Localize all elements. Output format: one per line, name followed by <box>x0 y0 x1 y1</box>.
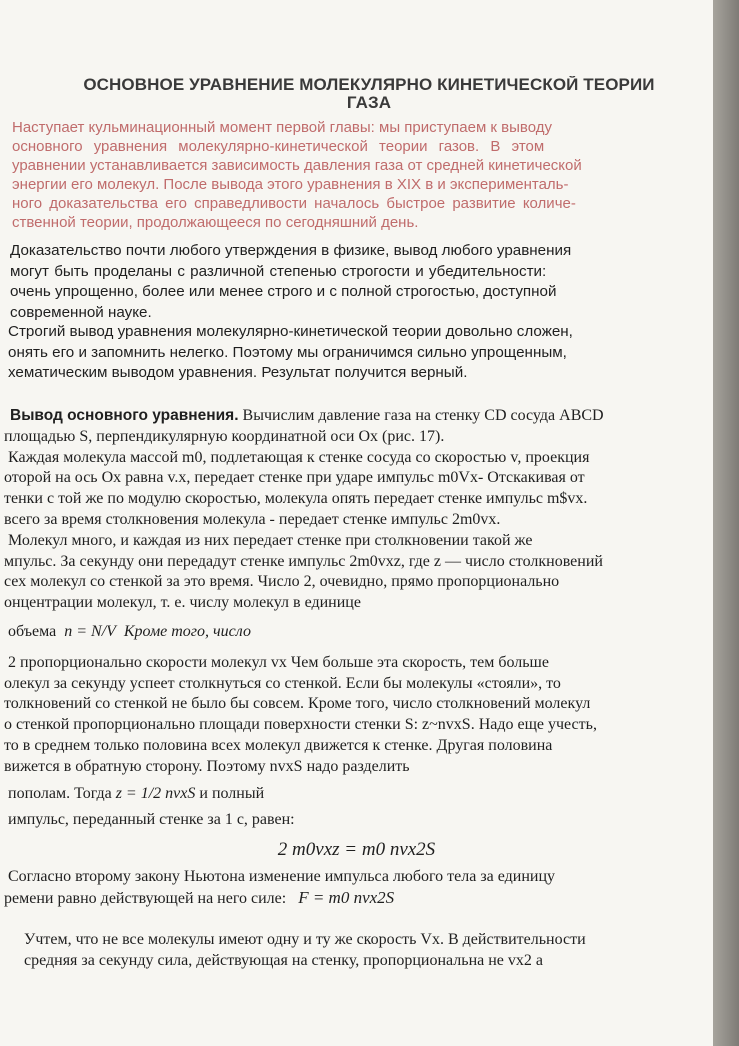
page-edge-shadow <box>713 0 739 1046</box>
text-span: пополам. Тогда <box>8 784 112 802</box>
text-line: онять его и запомнить нелегко. Поэтому мы ограничимся сильно упрощенным, <box>8 343 567 361</box>
formula-n: n = N/V <box>64 622 116 640</box>
text-line <box>4 406 709 427</box>
page-title <box>30 76 708 112</box>
text-span: Кроме того, число <box>123 622 251 640</box>
text-line: мпульс. За секунду они передадут стенке импульс 2m0vxz, где z — число столкновений <box>4 552 603 570</box>
text-line: Учтем, что не все молекулы имеют одну и ту же скорость Vx. В действительности <box>24 930 586 948</box>
paragraph-strict <box>8 322 633 384</box>
text-line: вижется в обратную сторону. Поэтому nvxS надо разделить <box>4 757 410 775</box>
text-line: могут быть проделаны с различной степенью строгости и убедительности: <box>10 262 547 280</box>
text-line: всего за время столкновения молекула - передает стенке импульс 2m0vx. <box>4 510 501 528</box>
title-line-2: ГАЗА <box>346 94 392 112</box>
text-line <box>4 888 709 910</box>
intro-line: основного уравнения молекулярно-кинетической теории газов. В этом <box>12 138 545 155</box>
text-line: очень упрощенно, более или менее строго и с полной строгостью, доступной <box>10 283 557 300</box>
title-line-1: ОСНОВНОЕ УРАВНЕНИЕ МОЛЕКУЛЯРНО КИНЕТИЧЕСКОЙ ТЕОРИИ <box>83 76 655 94</box>
text-line: тенки с той же по модулю скоростью, молекула опять передает стенке импульс m$vx. <box>4 490 588 508</box>
text-line: олекул за секунду успеет столкнуться со стенкой. Если бы молекулы «стояли», то <box>4 674 561 692</box>
formula-force: F = m0 nvx2S <box>298 887 395 907</box>
text-line: современной науке. <box>10 303 152 321</box>
text-span: ремени равно действующей на него силе: <box>4 889 287 907</box>
text-line: площадью S, перпендикулярную координатной оси Ох (рис. 17). <box>4 427 445 445</box>
intro-line: ственной теории, продолжающееся по сегодняшний день. <box>12 214 419 231</box>
text-line: Доказательство почти любого утверждения в физике, вывод любого уравнения <box>10 242 572 259</box>
text-line: Каждая молекула массой m0, подлетающая к стенке сосуда со скоростью v, проекция <box>8 448 590 466</box>
text-line <box>4 622 709 643</box>
intro-paragraph <box>12 118 632 232</box>
section-heading: Вывод основного уравнения. <box>10 407 239 424</box>
intro-line: ного доказательства его справедливости началось быстрое развитие количе- <box>12 195 576 212</box>
text-span: Вычислим давление газа на стенку CD сосуда ABCD <box>238 407 604 424</box>
text-line: хематическим выводом уравнения. Результат получится верный. <box>8 364 468 381</box>
text-span: и полный <box>199 784 265 802</box>
text-line: 2 пропорционально скорости молекул vx Чем больше эта скорость, тем больше <box>8 653 549 671</box>
text-line: толкновений со стенкой не было бы совсем. Кроме того, число столкновений молекул <box>4 695 591 713</box>
text-line: онцентрации молекул, т. е. числу молекул в единице <box>4 594 361 612</box>
text-line: Согласно второму закону Ньютона изменение импульса любого тела за единицу <box>8 868 556 886</box>
text-line: Молекул много, и каждая из них передает стенке при столкновении такой же <box>8 531 533 549</box>
text-line: сех молекул со стенкой за это время. Число 2, очевидно, прямо пропорционально <box>4 573 560 591</box>
text-line <box>4 784 709 805</box>
intro-line: Наступает кульминационный момент первой главы: мы приступаем к выводу <box>12 119 552 136</box>
paragraph-proofs <box>10 241 635 323</box>
formula-z: z = 1/2 nvxS <box>115 784 196 802</box>
text-line: то в среднем только половина всех молекул движется к стенке. Другая половина <box>4 736 553 754</box>
text-line: о стенкой пропорционально площади поверхности стенки S: z~nvxS. Надо еще учесть, <box>4 716 597 734</box>
text-line: средняя за секунду сила, действующая на стенку, пропорциональна не vx2 а <box>24 951 544 969</box>
text-span: объема <box>8 622 57 640</box>
derivation-section <box>4 406 709 971</box>
text-line: оторой на ось Ох равна v.x, передает стенке при ударе импульс m0Vx- Отскакивая от <box>4 469 585 487</box>
intro-line: энергии его молекул. После вывода этого уравнения в XIX в и эксперименталь- <box>12 176 569 193</box>
text-line: импульс, переданный стенке за 1 с, равен: <box>8 811 295 829</box>
intro-line: уравнении устанавливается зависимость давления газа от средней кинетической <box>12 157 582 174</box>
formula-main: 2 m0vxz = m0 nvx2S <box>277 839 436 861</box>
text-line: Строгий вывод уравнения молекулярно-кинетической теории довольно сложен, <box>8 323 573 340</box>
